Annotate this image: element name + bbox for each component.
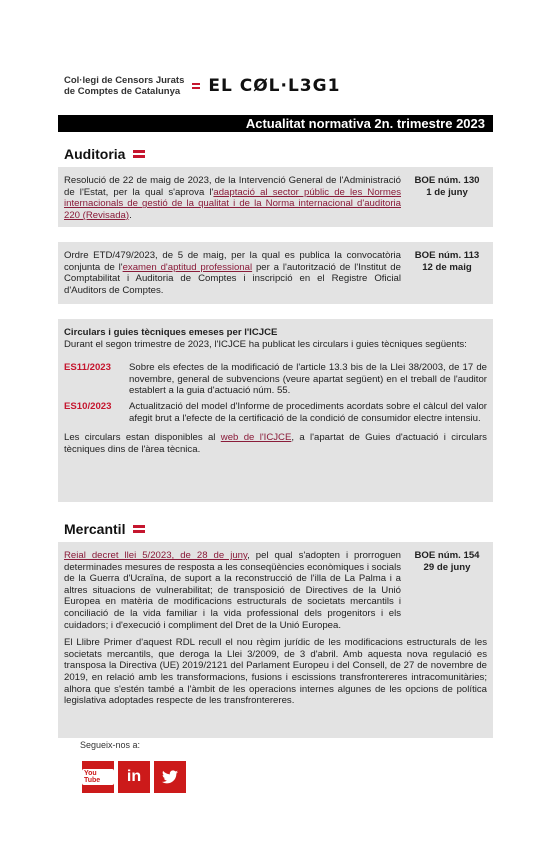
linkedin-button[interactable] <box>118 761 150 793</box>
circular-code[interactable]: ES10/2023 <box>64 400 112 412</box>
reial-decret-link[interactable]: Reial decret llei 5/2023, de 28 de juny <box>64 550 248 561</box>
twitter-icon <box>162 770 178 784</box>
boe-reference: BOE núm. 154 29 de juny <box>414 550 480 573</box>
circular-desc: Sobre els efectes de la modificació de l'article 13.3 bis de la Llei 38/2003, de 17 de novembre, general de subvencions (veure apartat següent) en el treball de l'auditor establert a la guia d'actuació núm. 55. <box>129 362 487 397</box>
item-text: Reial decret llei 5/2023, de 28 de juny, pel qual s'adopten i prorroguen determinades mesures de resposta a les conseqüències econòmiques i socials de la Guerra d'Ucraïna, de suport a la reconstrucció de l'illa de La Palma i a altres situacions de vulnerabilitat; de transposició de Directives de la Unió Europea en matèria de modificacions estructurals de societats mercantils i conciliació de la vida familiar i la vida professional dels progenitors i els cuidadors; i d'execució i compliment del Dret de la Unió Europea. <box>64 550 401 631</box>
header <box>64 66 340 106</box>
equals-icon <box>133 148 145 160</box>
org-name-line2: de Comptes de Catalunya <box>64 86 181 97</box>
circulars-intro: Durant el segon trimestre de 2023, l'ICJCE ha publicat les circulars i guies tècniques següents: <box>64 338 467 350</box>
mercantil-paragraph: El Llibre Primer d'aquest RDL recull el nou règim jurídic de les modificacions estructurals de les societats mercantils, que deroga la Llei 3/2009, de 3 d'abril. Amb aquesta nova regulació es transposa la Directiva (UE) 2019/2121 del Parlament Europeu i del Consell, de 27 de novembre de 2019, en relació amb les transformacions, fusions i escissions transfrontereres intracomunitàries; alhora que s'estén també a l'àmbit de les operacions internes algunes de les opcions de política legislativa adoptades respecte de les transfrontereres. <box>64 637 487 707</box>
org-name-line1: Col·legi de Censors Jurats <box>64 75 185 86</box>
section-title: Mercantil <box>64 521 126 537</box>
equals-icon <box>133 523 145 535</box>
item-text: Resolució de 22 de maig de 2023, de la Intervenció General de l'Administració de l'Estat, per la qual s'aprova l'adaptació al sector públic de les Normes internacionals de gestió de la qualitat i de la Norma internacional d'auditoria 220 (Revisada). <box>64 175 401 221</box>
equals-logo-icon <box>192 81 200 91</box>
circulars-box <box>58 319 493 502</box>
auditoria-item-2 <box>58 242 493 304</box>
circulars-footer: Les circulars estan disponibles al web de l'ICJCE, a l'apartat de Guies d'actuació i circulars tècniques dins de l'àrea tècnica. <box>64 432 487 455</box>
examen-link[interactable]: examen d'aptitud professional <box>122 261 253 273</box>
circular-code[interactable]: ES11/2023 <box>64 362 111 374</box>
item-text: Ordre ETD/479/2023, de 5 de maig, per la qual es publica la convocatòria conjunta de l'examen d'aptitud professional per a l'autorització de l'Institut de Comptabilitat i Auditoria de Comptes i inscripció en el Registre Oficial d'Auditors de Comptes. <box>64 250 401 296</box>
follow-us-label: Segueix-nos a: <box>80 740 141 750</box>
circular-item <box>64 401 487 424</box>
icjce-web-link[interactable]: web de l'ICJCE <box>220 432 292 444</box>
section-title: Auditoria <box>64 146 126 162</box>
el-collegi-logo: EL CØL·L3G1 <box>208 76 341 96</box>
auditoria-item-1 <box>58 167 493 227</box>
circular-desc: Actualització del model d'Informe de procediments acordats sobre el càlcul del valor afegit brut a l'efecte de la certificació de la condició de consumidor electre intensiu. <box>129 400 487 424</box>
section-auditoria-heading <box>64 146 145 162</box>
youtube-button[interactable] <box>82 761 114 793</box>
linkedin-icon: in <box>126 768 142 785</box>
issue-banner: Actualitat normativa 2n. trimestre 2023 <box>58 115 493 132</box>
circular-item <box>64 362 487 397</box>
section-mercantil-heading <box>64 521 145 537</box>
mercantil-item-1 <box>58 542 493 738</box>
youtube-icon: You Tube <box>82 769 114 785</box>
adaptacio-link[interactable]: adaptació al sector públic de les Normes internacionals de gestió de la qualitat i de la Norma internacional d'auditoria 220 (Revisada) <box>64 186 401 221</box>
circulars-title: Circulars i guies tècniques emeses per l'ICJCE <box>64 327 278 338</box>
boe-reference: BOE núm. 113 12 de maig <box>414 250 480 273</box>
org-name <box>64 75 184 97</box>
boe-reference: BOE núm. 130 1 de juny <box>414 175 480 198</box>
twitter-button[interactable] <box>154 761 186 793</box>
